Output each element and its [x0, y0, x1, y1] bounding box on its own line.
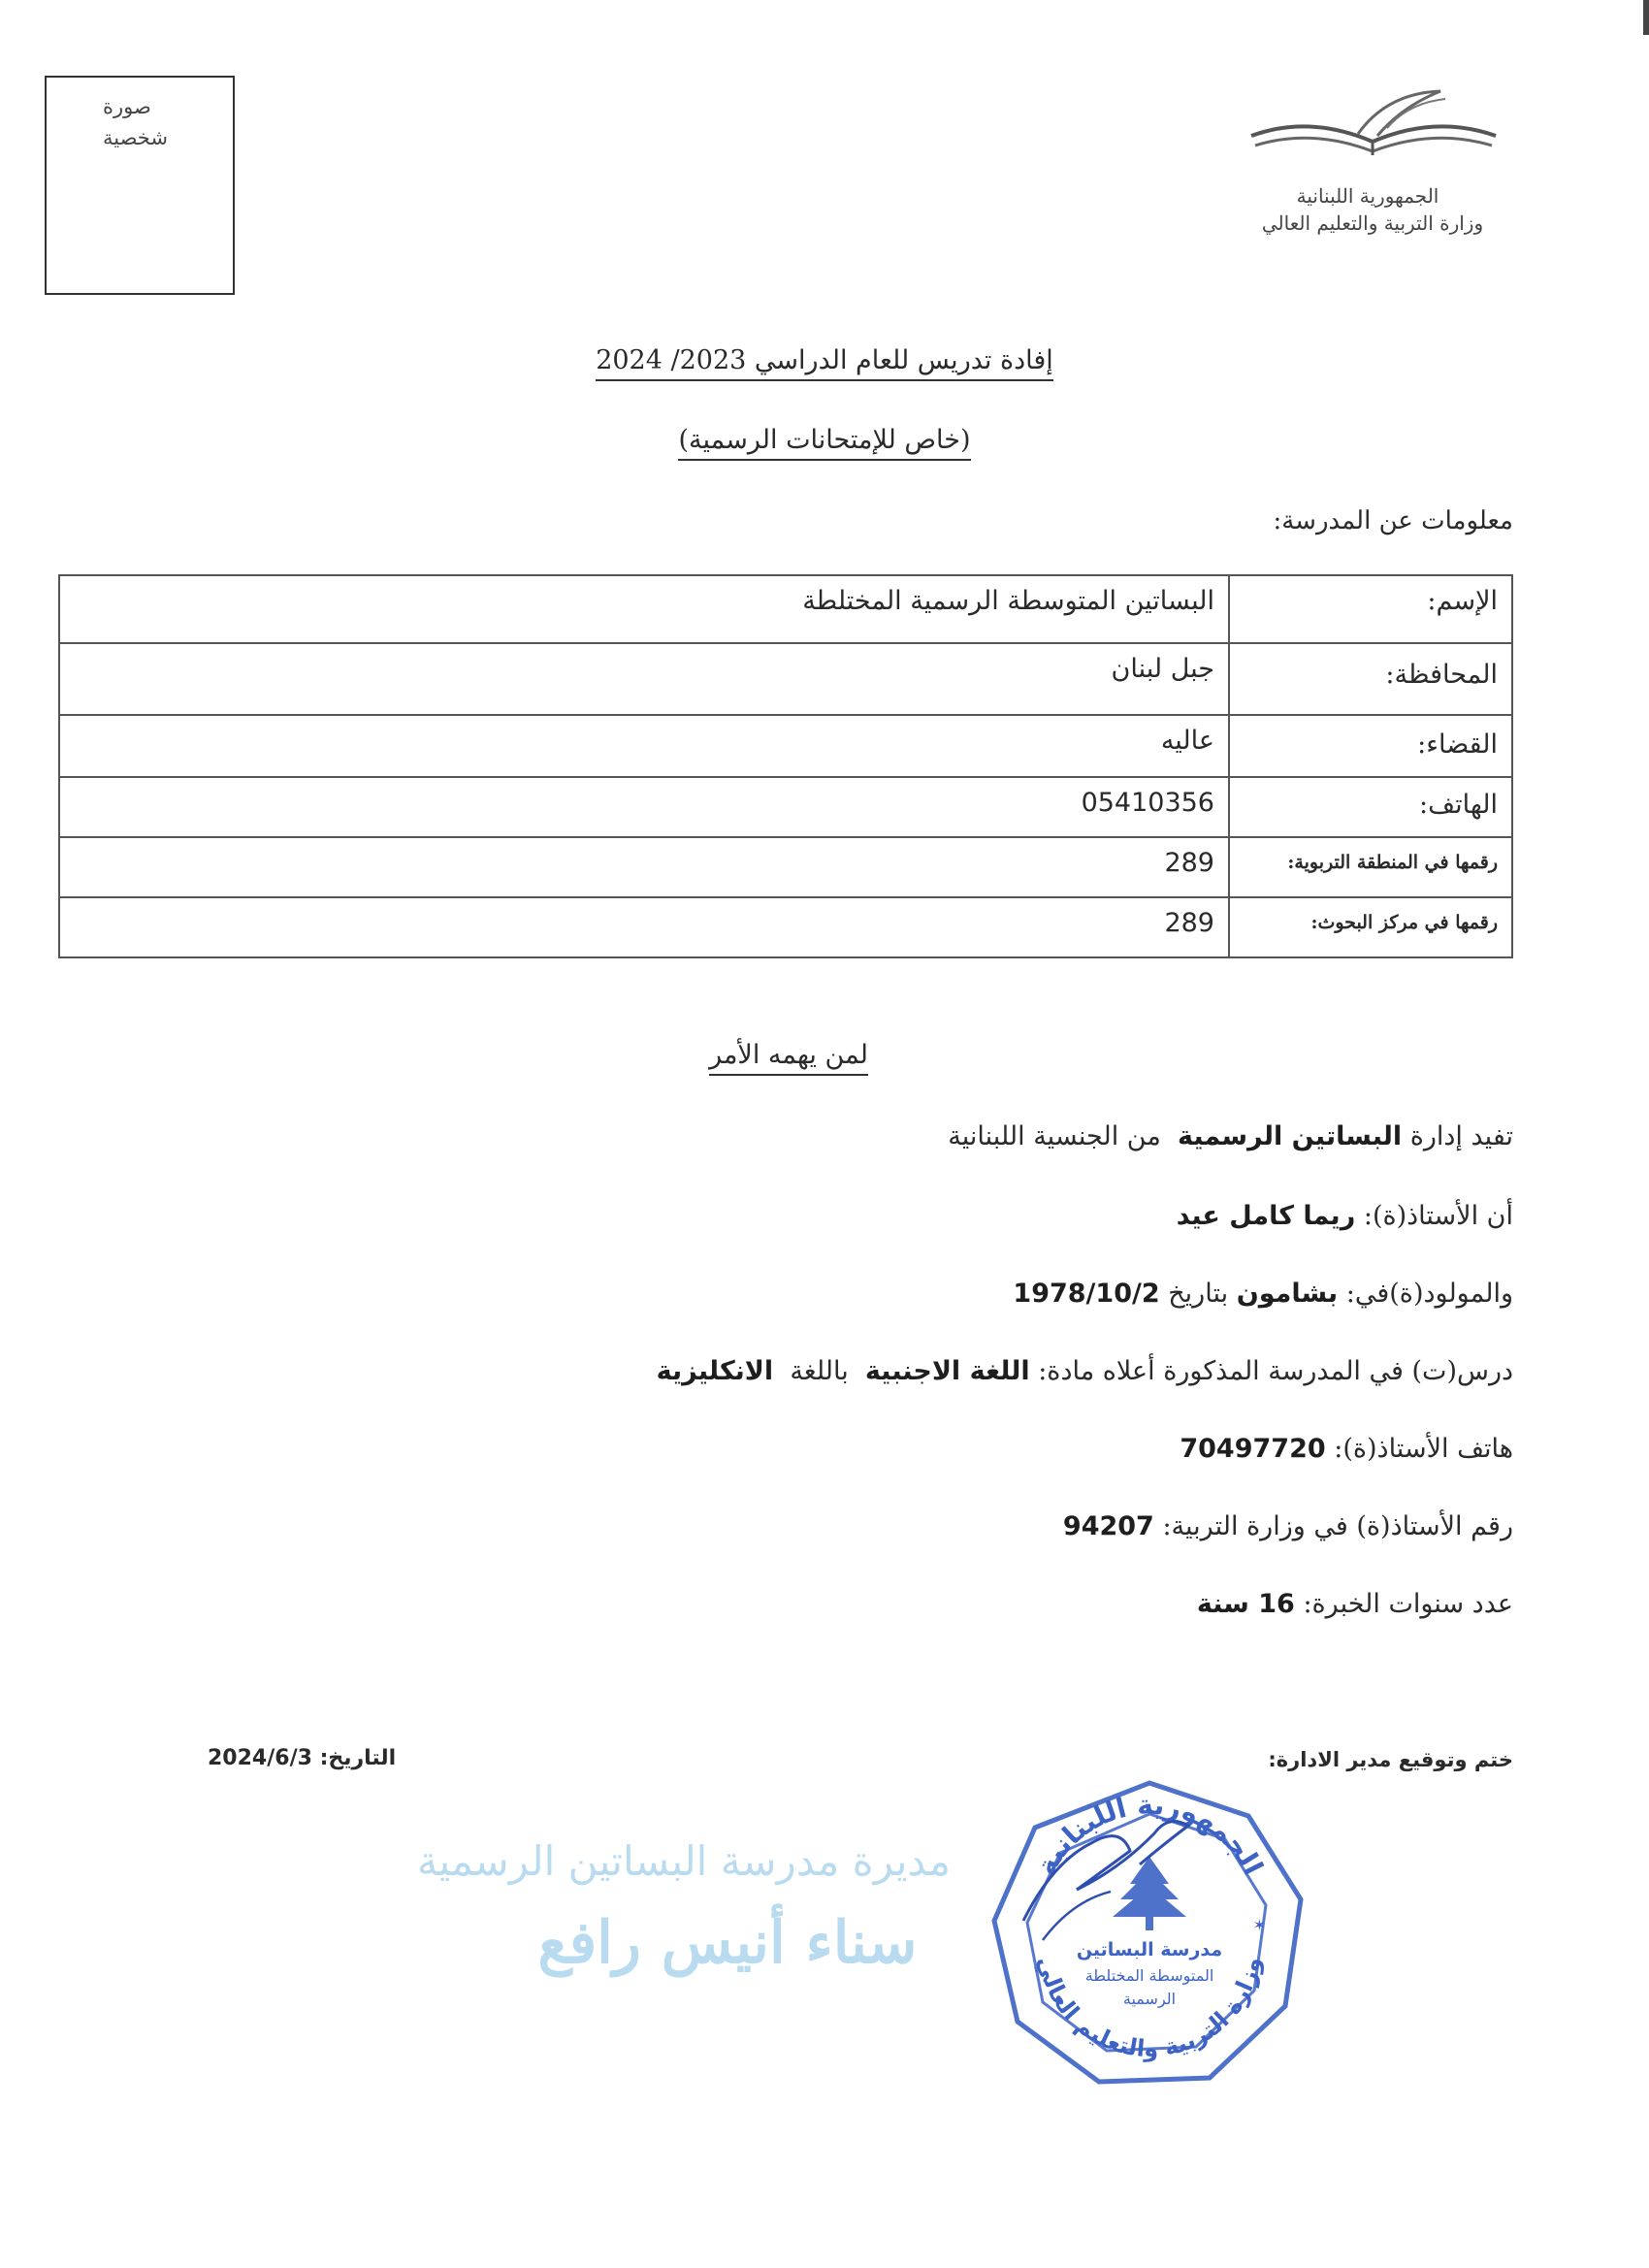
table-row [59, 777, 1512, 837]
body-line-teacher-phone [1180, 1434, 1513, 1464]
to-whom-it-may-concern-heading [696, 1040, 881, 1070]
row-label-educational-zone-number: رقمها في المنطقة التربوية: [1229, 837, 1512, 897]
document-title [0, 345, 1649, 375]
date-label: التاريخ: [319, 1746, 397, 1770]
body-text: درس(ت) في المدرسة المذكورة أعلاه مادة: [1038, 1356, 1513, 1386]
table-row [59, 575, 1512, 643]
body-line-birth [1013, 1279, 1513, 1309]
teacher-phone-bold: 70497720 [1180, 1434, 1326, 1464]
school-name-bold: البساتين الرسمية [1177, 1121, 1403, 1151]
date-value: 2024/6/3 [208, 1746, 312, 1770]
row-label-governorate: المحافظة: [1229, 643, 1512, 715]
row-value-district: عاليه [59, 715, 1229, 777]
stamp-star-icon: ✶ [1252, 1916, 1266, 1934]
school-info-table [58, 574, 1513, 958]
row-label-phone: الهاتف: [1229, 777, 1512, 837]
document-title-text: إفادة تدريس للعام الدراسي 2023/ 2024 [596, 345, 1053, 381]
ministry-name-text: وزارة التربية والتعليم العالي [1261, 211, 1484, 235]
scan-edge-shadow [1643, 0, 1649, 35]
body-text: بتاريخ [1168, 1279, 1229, 1309]
body-line-experience [1197, 1589, 1513, 1619]
body-text: أن الأستاذ(ة): [1363, 1201, 1513, 1231]
row-value-educational-zone-number: 289 [59, 837, 1229, 897]
body-text: باللغة [790, 1356, 849, 1386]
body-text: هاتف الأستاذ(ة): [1334, 1434, 1513, 1464]
body-text: من الجنسية اللبنانية [948, 1121, 1161, 1151]
birth-place-bold: بشامون [1236, 1279, 1339, 1309]
ministry-number-bold: 94207 [1062, 1511, 1154, 1541]
body-line-administration [948, 1121, 1513, 1151]
photo-label-line1: صورة [103, 95, 151, 118]
table-row [59, 837, 1512, 897]
experience-years-bold: 16 سنة [1196, 1589, 1295, 1619]
row-label-research-center-number: رقمها في مركز البحوث: [1229, 897, 1512, 957]
director-signature-label: ختم وتوقيع مدير الادارة: [1268, 1748, 1513, 1771]
body-text: تفيد إدارة [1409, 1121, 1513, 1151]
table-row [59, 643, 1512, 715]
language-bold: الانكليزية [656, 1356, 774, 1386]
document-subtitle-text: (خاص للإمتحانات الرسمية) [678, 425, 970, 461]
row-label-name: الإسم: [1229, 575, 1512, 643]
official-school-stamp-icon [985, 1775, 1314, 2095]
director-name-stamp-text: سناء أنيس رافع [537, 1909, 918, 1977]
row-value-governorate: جبل لبنان [59, 643, 1229, 715]
row-label-district: القضاء: [1229, 715, 1512, 777]
body-line-ministry-number [1063, 1511, 1513, 1541]
signature-stroke-icon [1043, 1892, 1111, 1940]
stamp-inner-line3: الرسمية [1122, 1990, 1177, 2008]
row-value-research-center-number: 289 [59, 897, 1229, 957]
body-line-subject [657, 1356, 1513, 1386]
table-row [59, 897, 1512, 957]
body-line-teacher-name [1177, 1201, 1513, 1231]
stamp-outer-top-text: الجمهورية اللبنانية [1029, 1788, 1270, 1881]
photo-box-label [103, 91, 219, 153]
cedar-tree-icon [1113, 1857, 1186, 1930]
certificate-date [208, 1746, 396, 1770]
ministry-book-logo-icon [1242, 85, 1504, 182]
concern-heading-text: لمن يهمه الأمر [709, 1040, 868, 1076]
photo-label-line2: شخصية [103, 126, 168, 149]
stamp-inner-line2: المتوسطة المختلطة [1084, 1966, 1214, 1985]
body-text: رقم الأستاذ(ة) في وزارة التربية: [1162, 1511, 1513, 1541]
row-value-phone: 05410356 [59, 777, 1229, 837]
school-info-label: معلومات عن المدرسة: [1273, 506, 1513, 535]
director-title-stamp-text: مديرة مدرسة البساتين الرسمية [416, 1837, 951, 1885]
personal-photo-box [45, 76, 235, 295]
body-text: والمولود(ة)في: [1345, 1279, 1513, 1309]
body-text: عدد سنوات الخبرة: [1303, 1589, 1513, 1619]
birth-date-bold: 1978/10/2 [1013, 1279, 1160, 1309]
table-row [59, 715, 1512, 777]
subject-bold: اللغة الاجنبية [864, 1356, 1030, 1386]
stamp-outer-bottom-text: وزارة التربية والتعليم العالي [1032, 1954, 1267, 2063]
row-value-name: البساتين المتوسطة الرسمية المختلطة [59, 575, 1229, 643]
ministry-republic-text: الجمهورية اللبنانية [1296, 184, 1439, 208]
teacher-name-bold: ريما كامل عيد [1176, 1201, 1356, 1231]
stamp-inner-line1: مدرسة البساتين [1076, 1939, 1223, 1960]
document-subtitle [0, 425, 1649, 455]
